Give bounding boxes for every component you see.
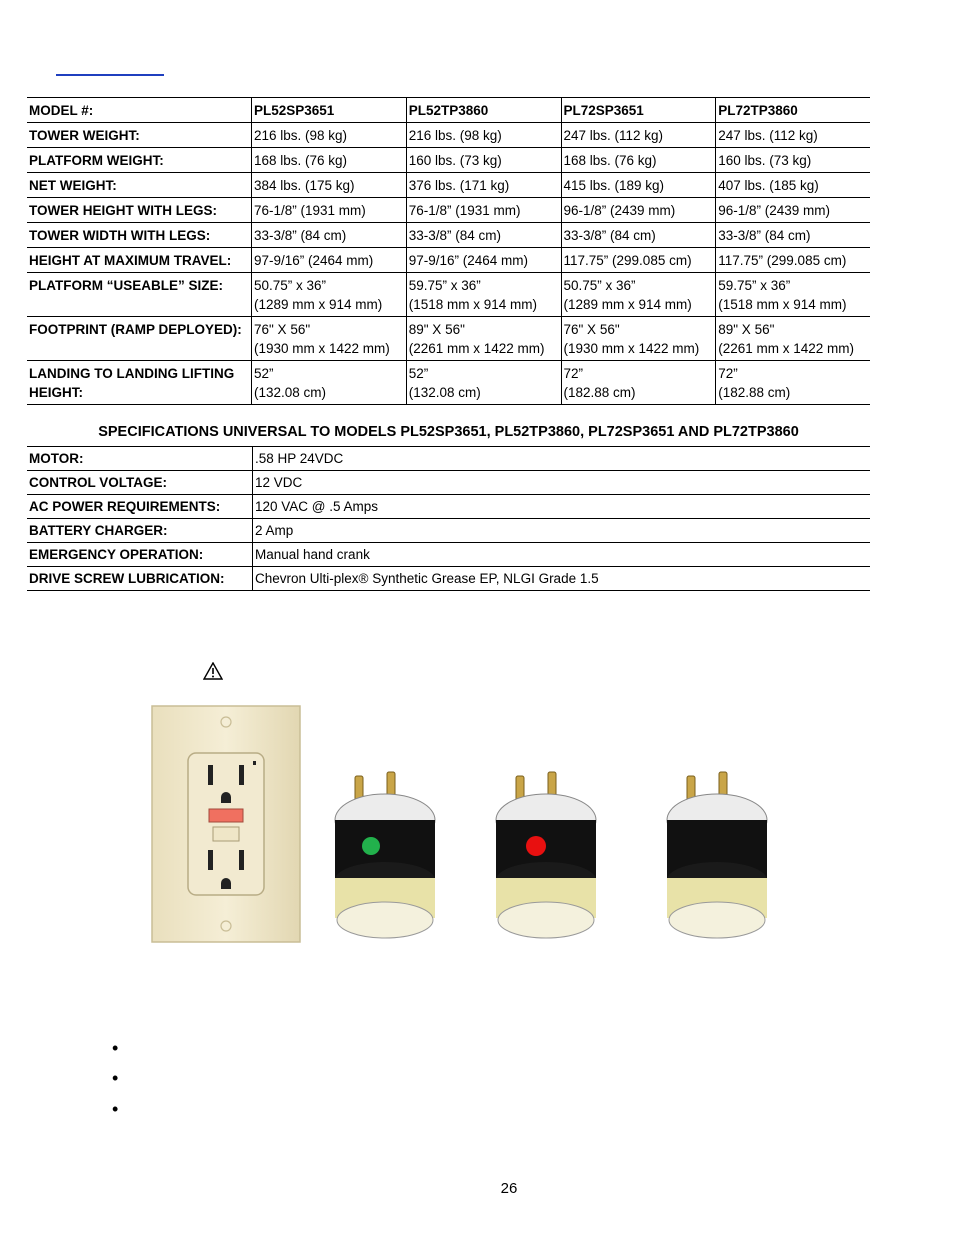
row-label: TOWER HEIGHT WITH LEGS:: [27, 198, 252, 223]
table-cell: [561, 273, 716, 317]
cell-line: 160 lbs. (73 kg): [408, 153, 502, 168]
column-header-model: PL52SP3651: [252, 98, 407, 123]
row-label: MOTOR:: [27, 447, 253, 471]
table-row: [27, 223, 870, 248]
table-row: [27, 123, 870, 148]
table-cell: 12 VDC: [253, 471, 871, 495]
cell-line: 50.75” x 36”: [254, 278, 327, 293]
cell-line: 76-1/8” (1931 mm): [254, 203, 366, 218]
cell-line: 89" X 56": [408, 322, 465, 337]
table-header-row: [27, 98, 870, 123]
cell-line: 384 lbs. (175 kg): [254, 178, 355, 193]
table-row: [27, 495, 870, 519]
column-header-model: PL72TP3860: [716, 98, 870, 123]
table-row: [27, 173, 870, 198]
page-number: 26: [500, 1180, 518, 1197]
table-cell: [252, 123, 407, 148]
bullet-point: •: [112, 1038, 119, 1058]
cell-line: 59.75” x 36”: [408, 278, 481, 293]
cell-line: (1289 mm x 914 mm): [254, 297, 383, 312]
gfci-outlet-icon: [151, 705, 301, 943]
table-cell: [561, 248, 716, 273]
cell-line: 407 lbs. (185 kg): [718, 178, 819, 193]
bullet-point: •: [112, 1099, 119, 1119]
table-cell: [252, 223, 407, 248]
table-cell: [561, 173, 716, 198]
table-cell: [406, 198, 561, 223]
table-row: [27, 148, 870, 173]
power-plug-icon: [663, 770, 769, 942]
plug-indicator-light: [526, 836, 546, 856]
cell-line: 50.75” x 36”: [563, 278, 636, 293]
cell-line: 33-3/8” (84 cm): [408, 228, 502, 243]
row-label: TOWER WEIGHT:: [27, 123, 252, 148]
cell-line: (1518 mm x 914 mm): [408, 297, 538, 312]
row-label: DRIVE SCREW LUBRICATION:: [27, 567, 253, 591]
table-cell: [252, 148, 407, 173]
universal-spec-table: [27, 446, 870, 591]
cell-line: 72”: [563, 366, 584, 381]
cell-line: 97-9/16” (2464 mm): [254, 253, 374, 268]
cell-line: (132.08 cm): [408, 385, 481, 400]
table-row: [27, 543, 870, 567]
cell-line: 96-1/8” (2439 mm): [563, 203, 676, 218]
cell-line: (132.08 cm): [254, 385, 327, 400]
cell-line: 72”: [718, 366, 738, 381]
table-cell: [561, 361, 716, 405]
table-cell: [561, 123, 716, 148]
table-row: [27, 361, 870, 405]
cell-line: (1930 mm x 1422 mm): [254, 341, 390, 356]
model-spec-table: [27, 97, 870, 405]
cell-line: 89" X 56": [718, 322, 775, 337]
table-row: [27, 273, 870, 317]
cell-line: 59.75” x 36”: [718, 278, 791, 293]
table-cell: [716, 317, 870, 361]
table-row: [27, 248, 870, 273]
table-cell: [252, 198, 407, 223]
cell-line: 76" X 56": [563, 322, 620, 337]
universal-specs-title: SPECIFICATIONS UNIVERSAL TO MODELS PL52SP3651, PL52TP3860, PL72SP3651 AND PL72TP3860: [98, 424, 799, 440]
column-header-model: PL52TP3860: [406, 98, 561, 123]
table-row: [27, 317, 870, 361]
power-plug-icon: [331, 770, 437, 942]
table-cell: [406, 148, 561, 173]
row-label: AC POWER REQUIREMENTS:: [27, 495, 253, 519]
table-row: [27, 567, 870, 591]
cell-line: 33-3/8” (84 cm): [718, 228, 811, 243]
cell-line: (182.88 cm): [563, 385, 636, 400]
cell-line: (1930 mm x 1422 mm): [563, 341, 700, 356]
row-label: TOWER WIDTH WITH LEGS:: [27, 223, 252, 248]
table-cell: [252, 317, 407, 361]
cell-line: (2261 mm x 1422 mm): [718, 341, 855, 356]
table-cell: [561, 198, 716, 223]
cell-line: 160 lbs. (73 kg): [718, 153, 812, 168]
table-cell: Chevron Ulti-plex® Synthetic Grease EP, NLGI Grade 1.5: [253, 567, 871, 591]
cell-line: 33-3/8” (84 cm): [563, 228, 656, 243]
row-label: PLATFORM WEIGHT:: [27, 148, 252, 173]
cell-line: 168 lbs. (76 kg): [254, 153, 348, 168]
cell-line: 117.75” (299.085 cm): [718, 253, 847, 268]
table-cell: [716, 361, 870, 405]
cell-line: 76-1/8” (1931 mm): [408, 203, 521, 218]
table-cell: [406, 273, 561, 317]
cell-line: 247 lbs. (112 kg): [563, 128, 664, 143]
cell-line: (1518 mm x 914 mm): [718, 297, 847, 312]
cell-line: 52”: [254, 366, 274, 381]
table-row: [27, 198, 870, 223]
cell-line: 97-9/16” (2464 mm): [408, 253, 529, 268]
cell-line: (1289 mm x 914 mm): [563, 297, 692, 312]
row-label: FOOTPRINT (RAMP DEPLOYED):: [27, 317, 252, 361]
cell-line: 117.75” (299.085 cm): [563, 253, 692, 268]
table-row: [27, 519, 870, 543]
table-cell: [252, 173, 407, 198]
cell-line: 33-3/8” (84 cm): [254, 228, 347, 243]
table-cell: [252, 273, 407, 317]
table-cell: [406, 317, 561, 361]
cell-line: 216 lbs. (98 kg): [254, 128, 348, 143]
row-label: CONTROL VOLTAGE:: [27, 471, 253, 495]
header-link-underline[interactable]: [56, 74, 164, 76]
row-label: HEIGHT AT MAXIMUM TRAVEL:: [27, 248, 252, 273]
cell-line: 76" X 56": [254, 322, 311, 337]
table-row: [27, 447, 870, 471]
table-cell: [716, 273, 870, 317]
plug-indicator-light: [362, 837, 380, 855]
table-cell: 120 VAC @ .5 Amps: [253, 495, 871, 519]
table-cell: [561, 148, 716, 173]
cell-line: 96-1/8” (2439 mm): [718, 203, 831, 218]
table-cell: [406, 223, 561, 248]
table-cell: [716, 223, 870, 248]
table-cell: [716, 198, 870, 223]
table-cell: [716, 148, 870, 173]
cell-line: 216 lbs. (98 kg): [408, 128, 502, 143]
table-cell: 2 Amp: [253, 519, 871, 543]
table-cell: [716, 248, 870, 273]
table-cell: [406, 361, 561, 405]
warning-triangle-icon: [203, 662, 223, 680]
row-label: EMERGENCY OPERATION:: [27, 543, 253, 567]
column-header-label: MODEL #:: [27, 98, 252, 123]
table-cell: [406, 248, 561, 273]
cell-line: (2261 mm x 1422 mm): [408, 341, 545, 356]
cell-line: 247 lbs. (112 kg): [718, 128, 818, 143]
cell-line: (182.88 cm): [718, 385, 791, 400]
row-label: BATTERY CHARGER:: [27, 519, 253, 543]
row-label: NET WEIGHT:: [27, 173, 252, 198]
bullet-point: •: [112, 1068, 119, 1088]
table-cell: Manual hand crank: [253, 543, 871, 567]
power-plug-icon: [492, 770, 598, 942]
table-cell: [406, 123, 561, 148]
cell-line: 52”: [408, 366, 429, 381]
table-row: [27, 471, 870, 495]
cell-line: 415 lbs. (189 kg): [563, 178, 665, 193]
column-header-model: PL72SP3651: [561, 98, 716, 123]
table-cell: [406, 173, 561, 198]
table-cell: [252, 361, 407, 405]
row-label: PLATFORM “USEABLE” SIZE:: [27, 273, 252, 317]
table-cell: [561, 223, 716, 248]
table-cell: [716, 123, 870, 148]
table-cell: [252, 248, 407, 273]
table-cell: .58 HP 24VDC: [253, 447, 871, 471]
cell-line: 376 lbs. (171 kg): [408, 178, 510, 193]
cell-line: 168 lbs. (76 kg): [563, 153, 657, 168]
table-cell: [561, 317, 716, 361]
table-cell: [716, 173, 870, 198]
row-label: LANDING TO LANDING LIFTING HEIGHT:: [27, 361, 252, 405]
